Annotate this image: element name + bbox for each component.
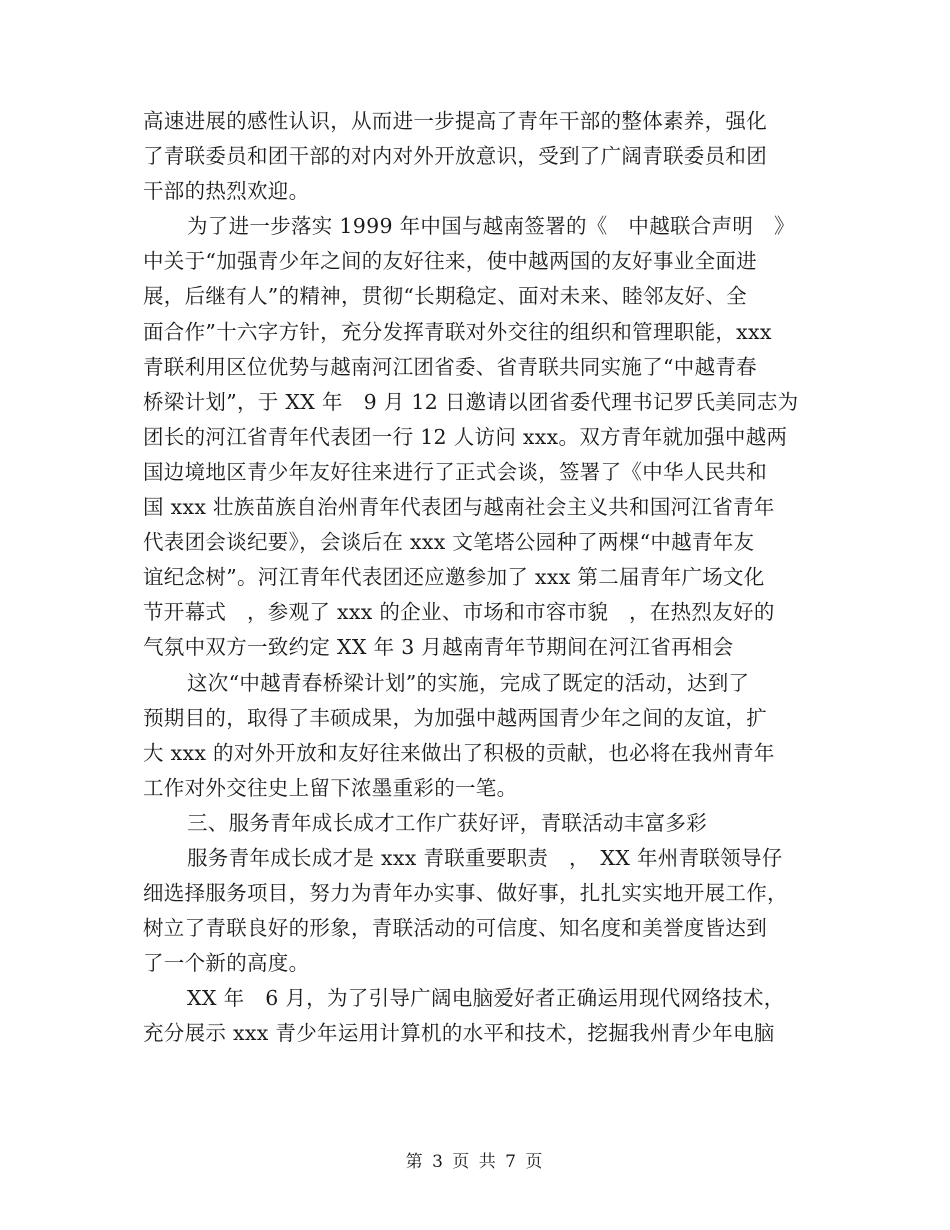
paragraph-first-line: 为了进一步落实 1999 年中国与越南签署的《 中越联合声明 》 (187, 214, 795, 239)
text-line: 展，后继有人”的精神，贯彻“长期稳定、面对未来、睦邻友好、全 (143, 284, 747, 309)
text-line: 了青联委员和团干部的对内对外开放意识，受到了广阔青联委员和团 (143, 144, 767, 169)
text-line: 国边境地区青少年友好往来进行了正式会谈，签署了《中华人民共和 (143, 459, 767, 484)
text-line: 国 xxx 壮族苗族自治州青年代表团与越南社会主义共和国河江省青年 (143, 495, 775, 520)
text-line: 工作对外交往史上留下浓墨重彩的一笔。 (143, 775, 518, 800)
paragraph-first-line: 这次“中越青春桥梁计划”的实施，完成了既定的活动，达到了 (187, 670, 750, 695)
document-body (143, 104, 803, 1052)
text-line: 预期目的，取得了丰硕成果，为加强中越两国青少年之间的友谊，扩 (143, 705, 767, 730)
text-line: 代表团会谈纪要》，会谈后在 xxx 文笔塔公园种了两棵“中越青年友 (143, 530, 755, 555)
text-line: 青联利用区位优势与越南河江团省委、省青联共同实施了“中越青春 (143, 354, 757, 379)
text-line: 桥梁计划”，于 XX 年 9 月 12 日邀请以团省委代理书记罗氏美同志为 (143, 389, 799, 414)
text-line: 充分展示 xxx 青少年运用计算机的水平和技术，挖掘我州青少年电脑 (143, 1021, 775, 1046)
text-line: 大 xxx 的对外开放和友好往来做出了积极的贡献，也必将在我州青年 (143, 740, 775, 765)
text-line: 树立了青联良好的形象，青联活动的可信度、知名度和美誉度皆达到 (143, 916, 767, 941)
paragraph-first-line: 三、服务青年成长成才工作广获好评，青联活动丰富多彩 (187, 810, 707, 835)
text-line: 面合作”十六字方针，充分发挥青联对外交往的组织和管理职能，xxx (143, 319, 772, 344)
text-line: 干部的热烈欢迎。 (143, 179, 310, 204)
paragraph-first-line: 服务青年成长成才是 xxx 青联重要职责 ， XX 年州青联领导仔 (187, 845, 783, 870)
paragraph-first-line: XX 年 6 月，为了引导广阔电脑爱好者正确运用现代网络技术， (187, 986, 785, 1011)
text-line: 中关于“加强青少年之间的友好往来，使中越两国的友好事业全面进 (143, 249, 757, 274)
text-line: 节开幕式 ，参观了 xxx 的企业、市场和市容市貌 ，在热烈友好的 (143, 600, 775, 625)
text-line: 高速进展的感性认识，从而进一步提高了青年干部的整体素养，强化 (143, 109, 767, 133)
text-line: 细选择服务项目，努力为青年办实事、做好事，扎扎实实地开展工作， (143, 881, 788, 906)
page-number-footer: 第 3 页 共 7 页 (405, 1152, 545, 1172)
text-line: 气氛中双方一致约定 XX 年 3 月越南青年节期间在河江省再相会 (143, 635, 734, 660)
text-line: 了一个新的高度。 (143, 951, 310, 976)
text-line: 团长的河江省青年代表团一行 12 人访问 xxx。双方青年就加强中越两 (143, 424, 788, 449)
text-line: 谊纪念树”。河江青年代表团还应邀参加了 xxx 第二届青年广场文化 (143, 565, 765, 590)
